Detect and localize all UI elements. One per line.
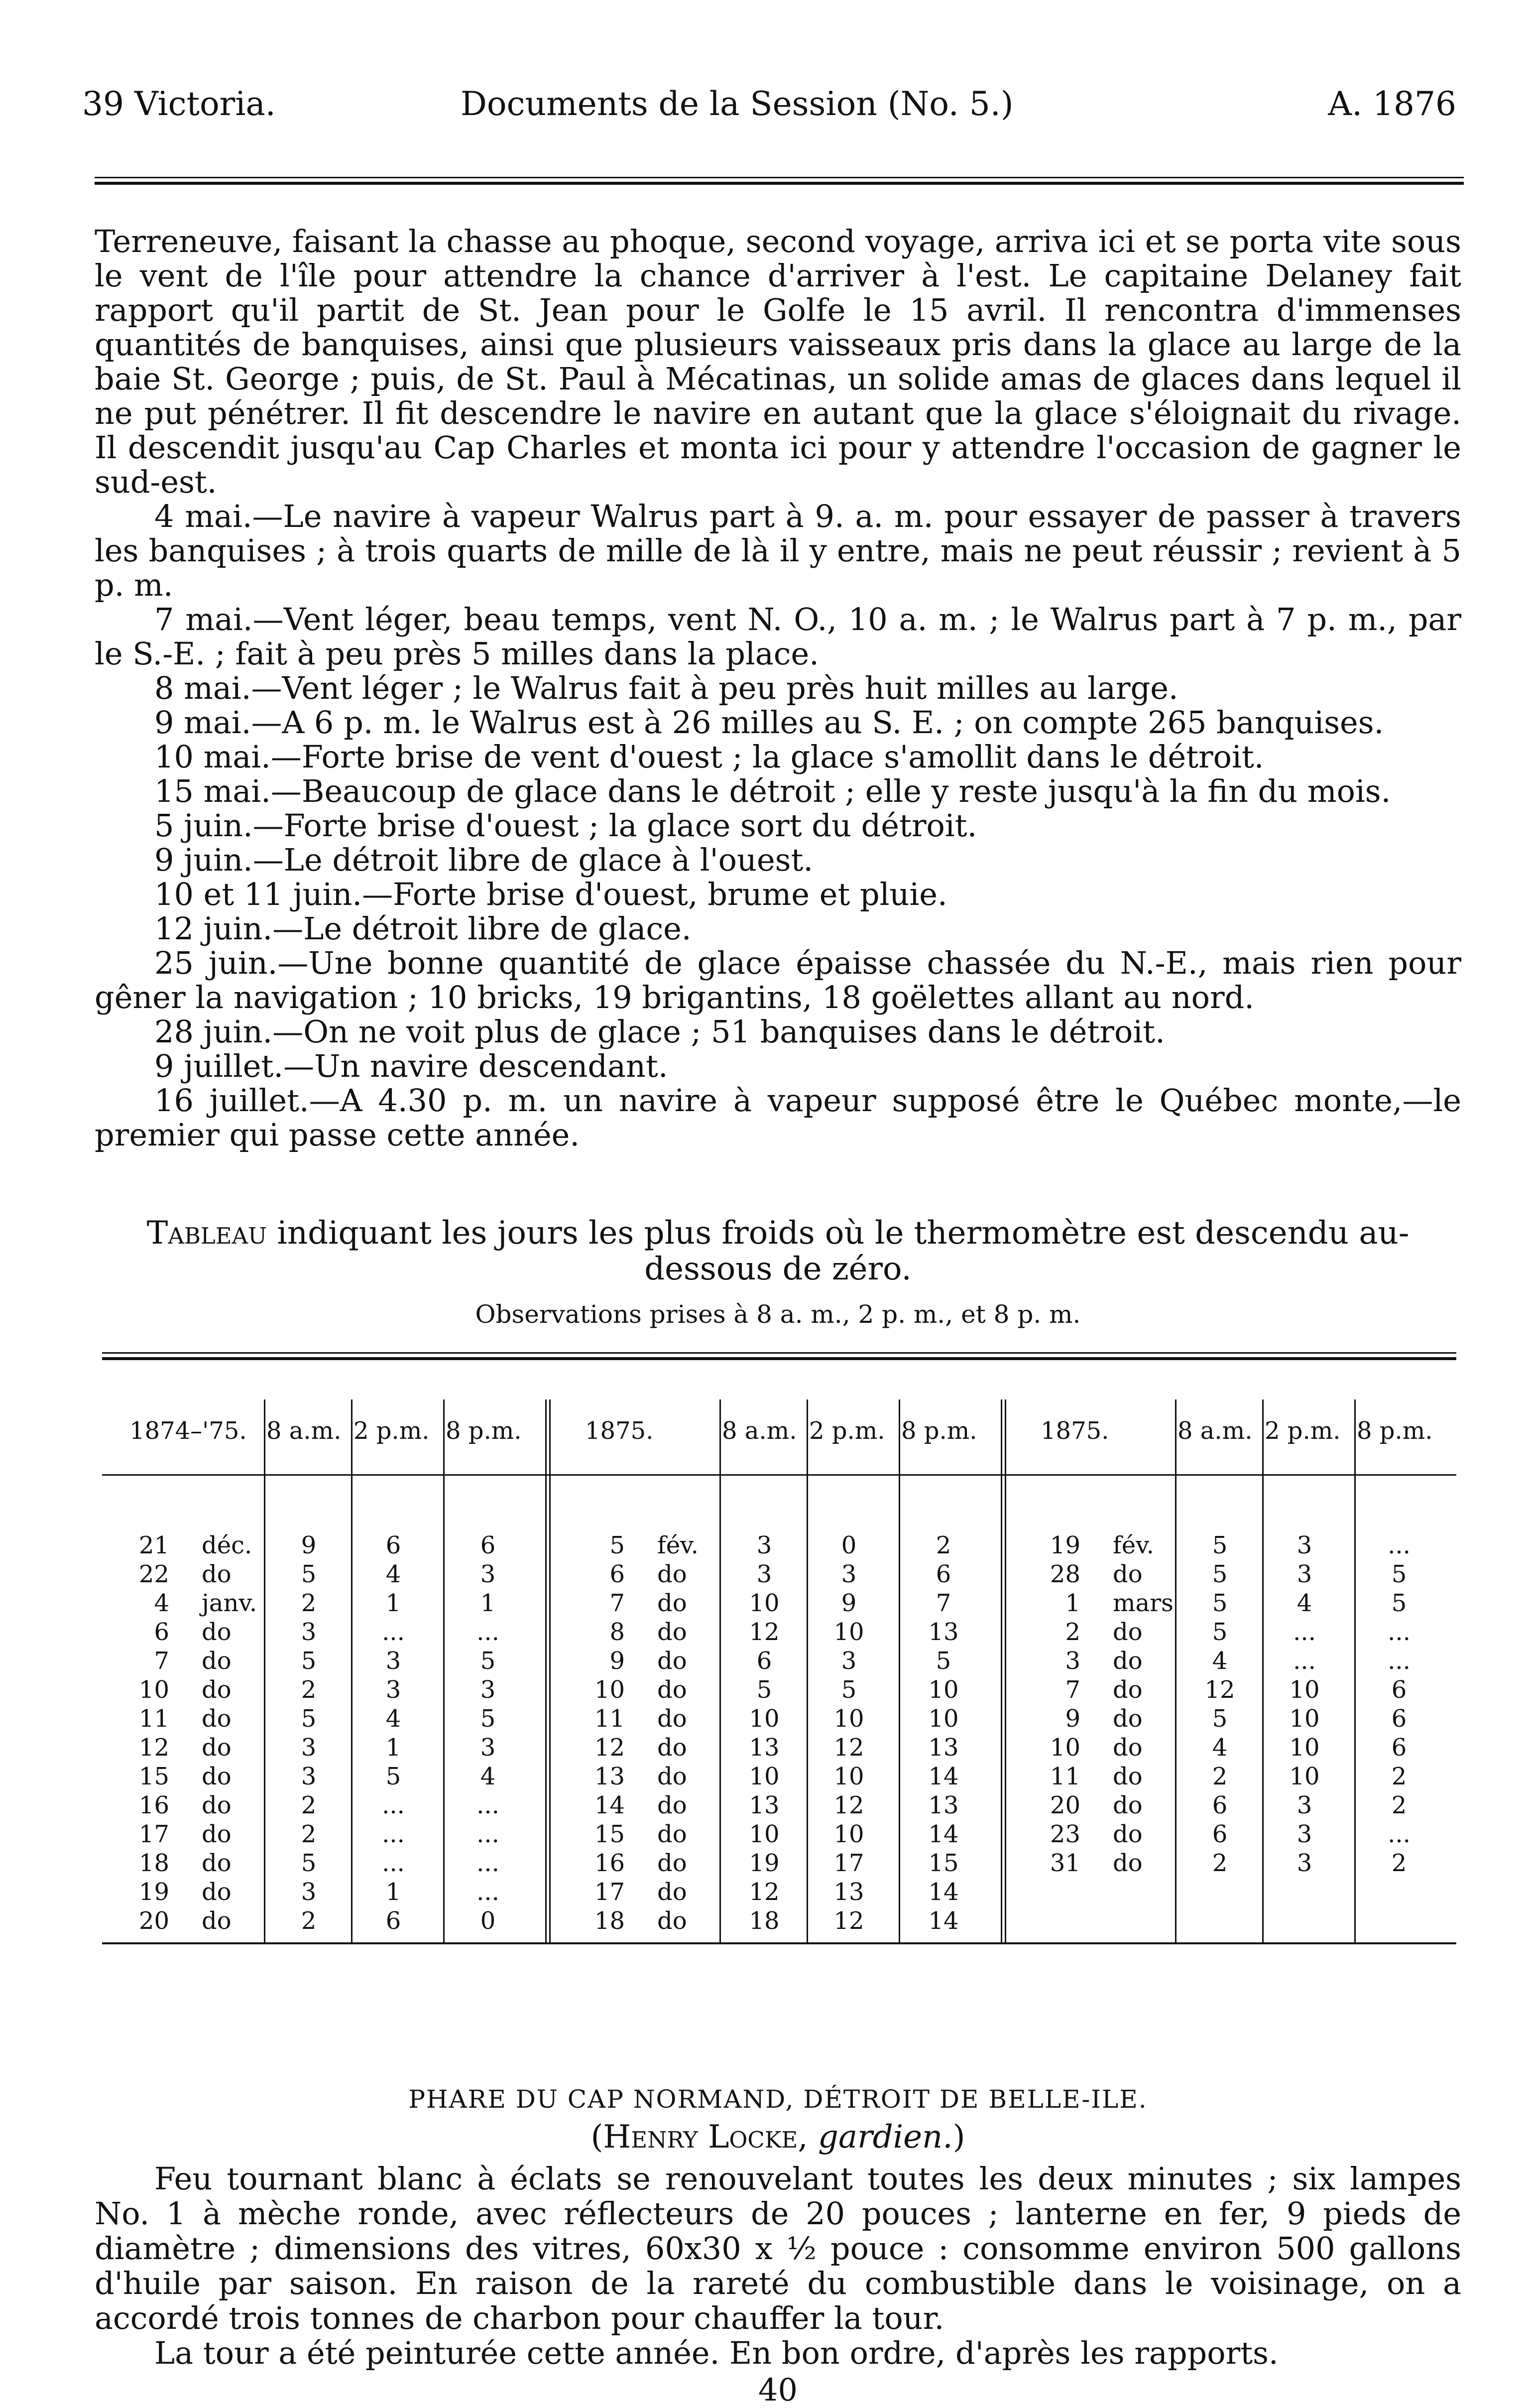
table-temperature-cell: 10: [749, 1589, 780, 1617]
column-divider: [443, 1399, 445, 1942]
table-date-cell: 15: [138, 1763, 169, 1790]
table-date-cell: 12: [138, 1734, 169, 1762]
table-date-cell: do: [1113, 1734, 1143, 1762]
table-temperature-cell: 3: [756, 1560, 772, 1588]
temperature-table: [102, 1352, 1456, 2047]
table-date-cell: 19: [1050, 1531, 1080, 1559]
table-temperature-cell: 10: [1289, 1705, 1320, 1733]
date-column-header: 1875.: [1041, 1417, 1109, 1445]
table-temperature-cell: 3: [841, 1560, 857, 1588]
table-temperature-cell: 4: [480, 1763, 496, 1790]
table-temperature-cell: 1: [385, 1589, 401, 1617]
table-temperature-cell: 14: [928, 1763, 959, 1790]
table-temperature-cell: ...: [382, 1791, 405, 1819]
table-date-cell: 9: [1065, 1705, 1080, 1733]
table-date-cell: 12: [594, 1734, 625, 1762]
table-date-cell: do: [1113, 1791, 1143, 1819]
table-date-cell: mars: [1113, 1589, 1174, 1617]
running-header: [82, 85, 1456, 129]
table-temperature-cell: 5: [1391, 1560, 1407, 1588]
table-temperature-cell: 5: [301, 1560, 317, 1588]
table-temperature-cell: ...: [1388, 1531, 1411, 1559]
table-title-lead: Tableau: [146, 1215, 267, 1252]
lighthouse-closing: La tour a été peinturée cette année. En bon ordre, d'après les rapports.: [154, 2335, 1279, 2371]
column-divider: [1262, 1399, 1264, 1942]
table-date-cell: do: [1113, 1560, 1143, 1588]
table-temperature-cell: ...: [476, 1791, 499, 1819]
table-date-cell: 16: [138, 1791, 169, 1819]
dated-entry: 9 mai.—A 6 p. m. le Walrus est à 26 milles au S. E. ; on compte 265 banquises.: [154, 704, 1384, 741]
table-temperature-cell: 6: [936, 1560, 951, 1588]
table-temperature-cell: 14: [928, 1878, 959, 1906]
table-temperature-cell: 6: [1212, 1820, 1228, 1848]
dated-entry: 10 mai.—Forte brise de vent d'ouest ; la glace s'amollit dans le détroit.: [154, 739, 1264, 775]
table-temperature-cell: 10: [833, 1705, 864, 1733]
table-temperature-cell: 12: [833, 1907, 864, 1935]
table-temperature-cell: 6: [756, 1647, 772, 1675]
table-temperature-cell: 10: [833, 1820, 864, 1848]
table-temperature-cell: 3: [1296, 1820, 1312, 1848]
table-temperature-cell: 4: [385, 1705, 401, 1733]
table-temperature-cell: 18: [749, 1907, 780, 1935]
table-date-cell: do: [202, 1676, 232, 1704]
table-temperature-cell: 5: [1212, 1560, 1228, 1588]
table-date-cell: do: [202, 1705, 232, 1733]
table-date-cell: do: [1113, 1647, 1143, 1675]
table-temperature-cell: 2: [1391, 1791, 1407, 1819]
column-divider: [807, 1399, 808, 1942]
table-date-cell: déc.: [202, 1531, 252, 1559]
table-temperature-cell: 0: [841, 1531, 857, 1559]
table-date-cell: 10: [1050, 1734, 1080, 1762]
table-temperature-cell: 3: [301, 1734, 317, 1762]
table-temperature-cell: 7: [936, 1589, 951, 1617]
table-temperature-cell: 4: [385, 1560, 401, 1588]
table-date-cell: 8: [609, 1618, 625, 1646]
table-temperature-cell: 17: [833, 1849, 864, 1877]
table-temperature-cell: 9: [841, 1589, 857, 1617]
time-column-header: 8 a.m.: [722, 1417, 797, 1445]
date-column-header: 1874–'75.: [129, 1417, 247, 1445]
table-temperature-cell: 2: [301, 1820, 317, 1848]
table-temperature-cell: 13: [928, 1618, 959, 1646]
table-temperature-cell: 12: [749, 1878, 780, 1906]
table-temperature-cell: 12: [1204, 1676, 1235, 1704]
table-temperature-cell: 5: [480, 1705, 496, 1733]
table-date-cell: do: [202, 1734, 232, 1762]
table-temperature-cell: 3: [480, 1560, 496, 1588]
table-temperature-cell: 13: [749, 1734, 780, 1762]
table-date-cell: 28: [1050, 1560, 1080, 1588]
table-temperature-cell: 5: [480, 1647, 496, 1675]
table-temperature-cell: 13: [928, 1791, 959, 1819]
table-temperature-cell: 2: [301, 1907, 317, 1935]
table-date-cell: 18: [138, 1849, 169, 1877]
observations-note: Observations prises à 8 a. m., 2 p. m., et 8 p. m.: [475, 1300, 1081, 1329]
table-temperature-cell: 5: [1212, 1618, 1228, 1646]
table-date-cell: do: [657, 1907, 687, 1935]
column-divider: [1001, 1399, 1002, 1942]
column-divider: [351, 1399, 353, 1942]
table-date-cell: 1: [1065, 1589, 1080, 1617]
table-date-cell: 17: [594, 1878, 625, 1906]
keeper-name: Henry Locke,: [603, 2119, 808, 2155]
table-date-cell: do: [1113, 1618, 1143, 1646]
time-column-header: 2 p.m.: [353, 1417, 430, 1445]
time-column-header: 8 p.m.: [1357, 1417, 1433, 1445]
table-temperature-cell: 3: [1296, 1531, 1312, 1559]
time-column-header: 8 a.m.: [1178, 1417, 1253, 1445]
table-temperature-cell: 5: [385, 1763, 401, 1790]
table-temperature-cell: ...: [476, 1820, 499, 1848]
dated-entry: 12 juin.—Le détroit libre de glace.: [154, 910, 692, 947]
table-temperature-cell: 5: [841, 1676, 857, 1704]
dated-entry: 8 mai.—Vent léger ; le Walrus fait à peu près huit milles au large.: [154, 670, 1178, 706]
table-date-cell: do: [657, 1791, 687, 1819]
header-rule-thick: [95, 182, 1464, 185]
table-date-cell: 16: [594, 1849, 625, 1877]
table-temperature-cell: ...: [476, 1878, 499, 1906]
page-number: 40: [758, 2372, 798, 2408]
table-date-cell: 18: [594, 1907, 625, 1935]
table-date-cell: do: [657, 1676, 687, 1704]
table-temperature-cell: ...: [1388, 1820, 1411, 1848]
column-divider: [264, 1399, 265, 1942]
table-date-cell: do: [657, 1763, 687, 1790]
table-date-cell: 5: [609, 1531, 625, 1559]
table-temperature-cell: 10: [833, 1763, 864, 1790]
table-date-cell: 15: [594, 1820, 625, 1848]
table-temperature-cell: 4: [1212, 1647, 1228, 1675]
table-date-cell: do: [202, 1647, 232, 1675]
table-temperature-cell: 10: [1289, 1676, 1320, 1704]
table-date-cell: fév.: [657, 1531, 699, 1559]
table-temperature-cell: 2: [1212, 1763, 1228, 1790]
table-temperature-cell: 10: [833, 1618, 864, 1646]
date-column-header: 1875.: [585, 1417, 654, 1445]
table-temperature-cell: 13: [749, 1791, 780, 1819]
table-temperature-cell: 5: [301, 1849, 317, 1877]
table-temperature-cell: 14: [928, 1907, 959, 1935]
table-temperature-cell: 6: [385, 1531, 401, 1559]
dated-entry: 10 et 11 juin.—Forte brise d'ouest, brume et pluie.: [154, 876, 947, 912]
table-temperature-cell: 0: [480, 1907, 496, 1935]
column-divider: [549, 1399, 551, 1942]
table-date-cell: 3: [1065, 1647, 1080, 1675]
table-date-cell: do: [657, 1734, 687, 1762]
table-temperature-cell: 5: [301, 1647, 317, 1675]
table-temperature-cell: 1: [385, 1878, 401, 1906]
dated-entries: [95, 499, 1461, 1152]
table-temperature-cell: 3: [480, 1734, 496, 1762]
table-date-cell: 2: [1065, 1618, 1080, 1646]
table-date-cell: 11: [1050, 1763, 1080, 1790]
table-temperature-cell: 3: [301, 1763, 317, 1790]
table-date-cell: 9: [609, 1647, 625, 1675]
table-temperature-cell: ...: [1293, 1647, 1316, 1675]
table-date-cell: do: [657, 1878, 687, 1906]
table-temperature-cell: 10: [1289, 1734, 1320, 1762]
table-temperature-cell: 6: [1391, 1705, 1407, 1733]
header-rule: [95, 177, 1464, 178]
dated-entry: 16 juillet.—A 4.30 p. m. un navire à vapeur supposé être le Québec monte,—le premier qui passe cette année.: [95, 1082, 1461, 1153]
table-title-rest: indiquant les jours les plus froids où le thermomètre est descendu au-dessous de zéro.: [277, 1215, 1410, 1287]
table-temperature-cell: 9: [301, 1531, 317, 1559]
column-divider: [719, 1399, 721, 1942]
table-date-cell: do: [657, 1647, 687, 1675]
dated-entry: 9 juillet.—Un navire descendant.: [154, 1048, 668, 1084]
table-temperature-cell: 13: [833, 1878, 864, 1906]
table-date-cell: do: [1113, 1705, 1143, 1733]
table-temperature-cell: 2: [1391, 1763, 1407, 1790]
dated-entry: 4 mai.—Le navire à vapeur Walrus part à 9. a. m. pour essayer de passer à travers les banquises ; à trois quarts de mille de là il y entre, mais ne peut réussir ; revient à 5 p. m.: [95, 498, 1461, 603]
table-temperature-cell: 3: [841, 1647, 857, 1675]
table-temperature-cell: 12: [749, 1618, 780, 1646]
table-temperature-cell: 5: [1212, 1705, 1228, 1733]
table-temperature-cell: 10: [749, 1705, 780, 1733]
table-rule: [102, 1352, 1456, 1354]
table-date-cell: do: [657, 1705, 687, 1733]
table-date-cell: do: [202, 1820, 232, 1848]
dated-entry: 15 mai.—Beaucoup de glace dans le détroit ; elle y reste jusqu'à la fin du mois.: [154, 773, 1391, 809]
table-temperature-cell: 5: [301, 1705, 317, 1733]
table-temperature-cell: ...: [1388, 1647, 1411, 1675]
table-temperature-cell: 12: [833, 1734, 864, 1762]
table-temperature-cell: 10: [928, 1676, 959, 1704]
table-temperature-cell: 5: [756, 1676, 772, 1704]
table-date-cell: do: [1113, 1676, 1143, 1704]
table-temperature-cell: 5: [936, 1647, 951, 1675]
table-date-cell: do: [657, 1618, 687, 1646]
table-temperature-cell: 5: [1212, 1589, 1228, 1617]
column-divider: [1354, 1399, 1356, 1942]
table-temperature-cell: 10: [749, 1820, 780, 1848]
table-date-cell: 31: [1050, 1849, 1080, 1877]
table-temperature-cell: 5: [1212, 1531, 1228, 1559]
table-date-cell: do: [657, 1849, 687, 1877]
time-column-header: 8 a.m.: [266, 1417, 342, 1445]
table-temperature-cell: 15: [928, 1849, 959, 1877]
table-date-cell: 14: [594, 1791, 625, 1819]
table-date-cell: janv.: [202, 1589, 257, 1617]
table-temperature-cell: 1: [480, 1589, 496, 1617]
table-date-cell: 23: [1050, 1820, 1080, 1848]
table-date-cell: do: [202, 1791, 232, 1819]
table-temperature-cell: 19: [749, 1849, 780, 1877]
table-temperature-cell: 6: [1391, 1676, 1407, 1704]
table-temperature-cell: ...: [476, 1618, 499, 1646]
time-column-header: 2 p.m.: [809, 1417, 885, 1445]
table-date-cell: 21: [138, 1531, 169, 1559]
table-date-cell: 7: [609, 1589, 625, 1617]
table-temperature-cell: ...: [476, 1849, 499, 1877]
table-temperature-cell: ...: [382, 1820, 405, 1848]
table-temperature-cell: 5: [1391, 1589, 1407, 1617]
table-temperature-cell: 1: [385, 1734, 401, 1762]
table-date-cell: 20: [138, 1907, 169, 1935]
table-date-cell: do: [657, 1560, 687, 1588]
body-text: [95, 224, 1461, 1152]
intro-paragraph: Terreneuve, faisant la chasse au phoque, second voyage, arriva ici et se porta vite sous le vent de l'île pour attendre la chance d'arriver à l'est. Le capitaine Delaney fait rapport qu'il partit de St. Jean pour le Golfe le 15 avril. Il rencontra d'immenses quantités de banquises, ainsi que plusieurs vaisseaux pris dans la glace au large de la baie St. George ; puis, de St. Paul à Mécatinas, un solide amas de glaces dans lequel il ne put pénétrer. Il fit descendre le navire en autant que la glace s'éloignait du rivage. Il descendit jusqu'au Cap Charles et monta ici pour y attendre l'occasion de gagner le sud-est.: [95, 223, 1461, 500]
table-date-cell: do: [202, 1849, 232, 1877]
dated-entry: 7 mai.—Vent léger, beau temps, vent N. O., 10 a. m. ; le Walrus part à 7 p. m., par le S.-E. ; fait à peu près 5 milles dans la place.: [95, 601, 1461, 672]
table-date-cell: 11: [594, 1705, 625, 1733]
table-date-cell: 13: [594, 1763, 625, 1790]
table-temperature-cell: 6: [480, 1531, 496, 1559]
table-rule: [102, 1942, 1456, 1944]
table-date-cell: do: [202, 1878, 232, 1906]
table-date-cell: do: [1113, 1820, 1143, 1848]
table-date-cell: 19: [138, 1878, 169, 1906]
table-temperature-cell: 13: [928, 1734, 959, 1762]
table-temperature-cell: 2: [301, 1676, 317, 1704]
table-temperature-cell: 10: [749, 1763, 780, 1790]
table-temperature-cell: 3: [385, 1647, 401, 1675]
table-date-cell: 7: [1065, 1676, 1080, 1704]
table-temperature-cell: ...: [382, 1618, 405, 1646]
table-date-cell: do: [1113, 1763, 1143, 1790]
table-temperature-cell: 6: [385, 1907, 401, 1935]
table-rule: [102, 1357, 1456, 1360]
table-date-cell: do: [1113, 1849, 1143, 1877]
table-date-cell: 7: [154, 1647, 169, 1675]
column-divider: [1175, 1399, 1177, 1942]
dated-entry: 28 juin.—On ne voit plus de glace ; 51 banquises dans le détroit.: [154, 1014, 1165, 1050]
table-temperature-cell: 3: [480, 1676, 496, 1704]
header-right: A. 1876: [1328, 85, 1456, 123]
table-date-cell: 10: [138, 1676, 169, 1704]
dated-entry: 9 juin.—Le détroit libre de glace à l'ouest.: [154, 842, 814, 878]
table-temperature-cell: ...: [1293, 1618, 1316, 1646]
table-date-cell: do: [202, 1618, 232, 1646]
time-column-header: 2 p.m.: [1265, 1417, 1341, 1445]
table-temperature-cell: 3: [1296, 1560, 1312, 1588]
time-column-header: 8 p.m.: [446, 1417, 522, 1445]
keeper-role: gardien.: [818, 2119, 953, 2155]
table-rule: [102, 1474, 1456, 1476]
table-temperature-cell: 2: [301, 1791, 317, 1819]
lighthouse-description: Feu tournant blanc à éclats se renouvelant toutes les deux minutes ; six lampes No. 1 à mèche ronde, avec réflecteurs de 20 pouces ; lanterne en fer, 9 pieds de diamètre ; dimensions des vitres, 60x30 x ½ pouce : consomme environ 500 gallons d'huile par saison. En raison de la rareté du combustible dans le voisinage, on a accordé trois tonnes de charbon pour chauffer la tour.: [95, 2160, 1461, 2336]
table-date-cell: fév.: [1113, 1531, 1154, 1559]
header-left: 39 Victoria.: [82, 85, 276, 123]
table-temperature-cell: 2: [301, 1589, 317, 1617]
table-temperature-cell: 6: [1212, 1791, 1228, 1819]
table-date-cell: 22: [138, 1560, 169, 1588]
table-temperature-cell: 4: [1212, 1734, 1228, 1762]
table-date-cell: do: [202, 1907, 232, 1935]
table-temperature-cell: 3: [1296, 1849, 1312, 1877]
header-center: Documents de la Session (No. 5.): [461, 85, 1014, 123]
table-date-cell: do: [202, 1763, 232, 1790]
table-date-cell: 6: [609, 1560, 625, 1588]
table-temperature-cell: 14: [928, 1820, 959, 1848]
table-temperature-cell: 3: [301, 1878, 317, 1906]
table-temperature-cell: 2: [1391, 1849, 1407, 1877]
table-title: [95, 1215, 1461, 1287]
table-temperature-cell: 3: [1296, 1791, 1312, 1819]
table-date-cell: 20: [1050, 1791, 1080, 1819]
table-temperature-cell: 10: [1289, 1763, 1320, 1790]
time-column-header: 8 p.m.: [901, 1417, 977, 1445]
table-temperature-cell: 3: [385, 1676, 401, 1704]
column-divider: [899, 1399, 900, 1942]
dated-entry: 5 juin.—Forte brise d'ouest ; la glace sort du détroit.: [154, 807, 977, 844]
table-date-cell: do: [202, 1560, 232, 1588]
table-date-cell: 10: [594, 1676, 625, 1704]
table-temperature-cell: 6: [1391, 1734, 1407, 1762]
lighthouse-section: [95, 2082, 1461, 2408]
table-temperature-cell: 3: [301, 1618, 317, 1646]
lighthouse-title: PHARE DU CAP NORMAND, DÉTROIT DE BELLE-ILE.: [408, 2085, 1148, 2114]
table-temperature-cell: 10: [928, 1705, 959, 1733]
table-date-cell: 4: [154, 1589, 169, 1617]
table-temperature-cell: 4: [1296, 1589, 1312, 1617]
table-temperature-cell: ...: [382, 1849, 405, 1877]
table-date-cell: 17: [138, 1820, 169, 1848]
table-temperature-cell: 3: [756, 1531, 772, 1559]
table-date-cell: do: [657, 1589, 687, 1617]
table-temperature-cell: 2: [1212, 1849, 1228, 1877]
table-temperature-cell: ...: [1388, 1618, 1411, 1646]
dated-entry: 25 juin.—Une bonne quantité de glace épaisse chassée du N.-E., mais rien pour gêner la navigation ; 10 bricks, 19 brigantins, 18 goëlettes allant au nord.: [95, 945, 1461, 1015]
column-divider: [1005, 1399, 1006, 1942]
column-divider: [545, 1399, 547, 1942]
table-temperature-cell: 2: [936, 1531, 951, 1559]
table-temperature-cell: 12: [833, 1791, 864, 1819]
table-date-cell: 11: [138, 1705, 169, 1733]
table-date-cell: 6: [154, 1618, 169, 1646]
table-date-cell: do: [657, 1820, 687, 1848]
lighthouse-keeper: (Henry Locke, gardien.): [590, 2119, 965, 2155]
